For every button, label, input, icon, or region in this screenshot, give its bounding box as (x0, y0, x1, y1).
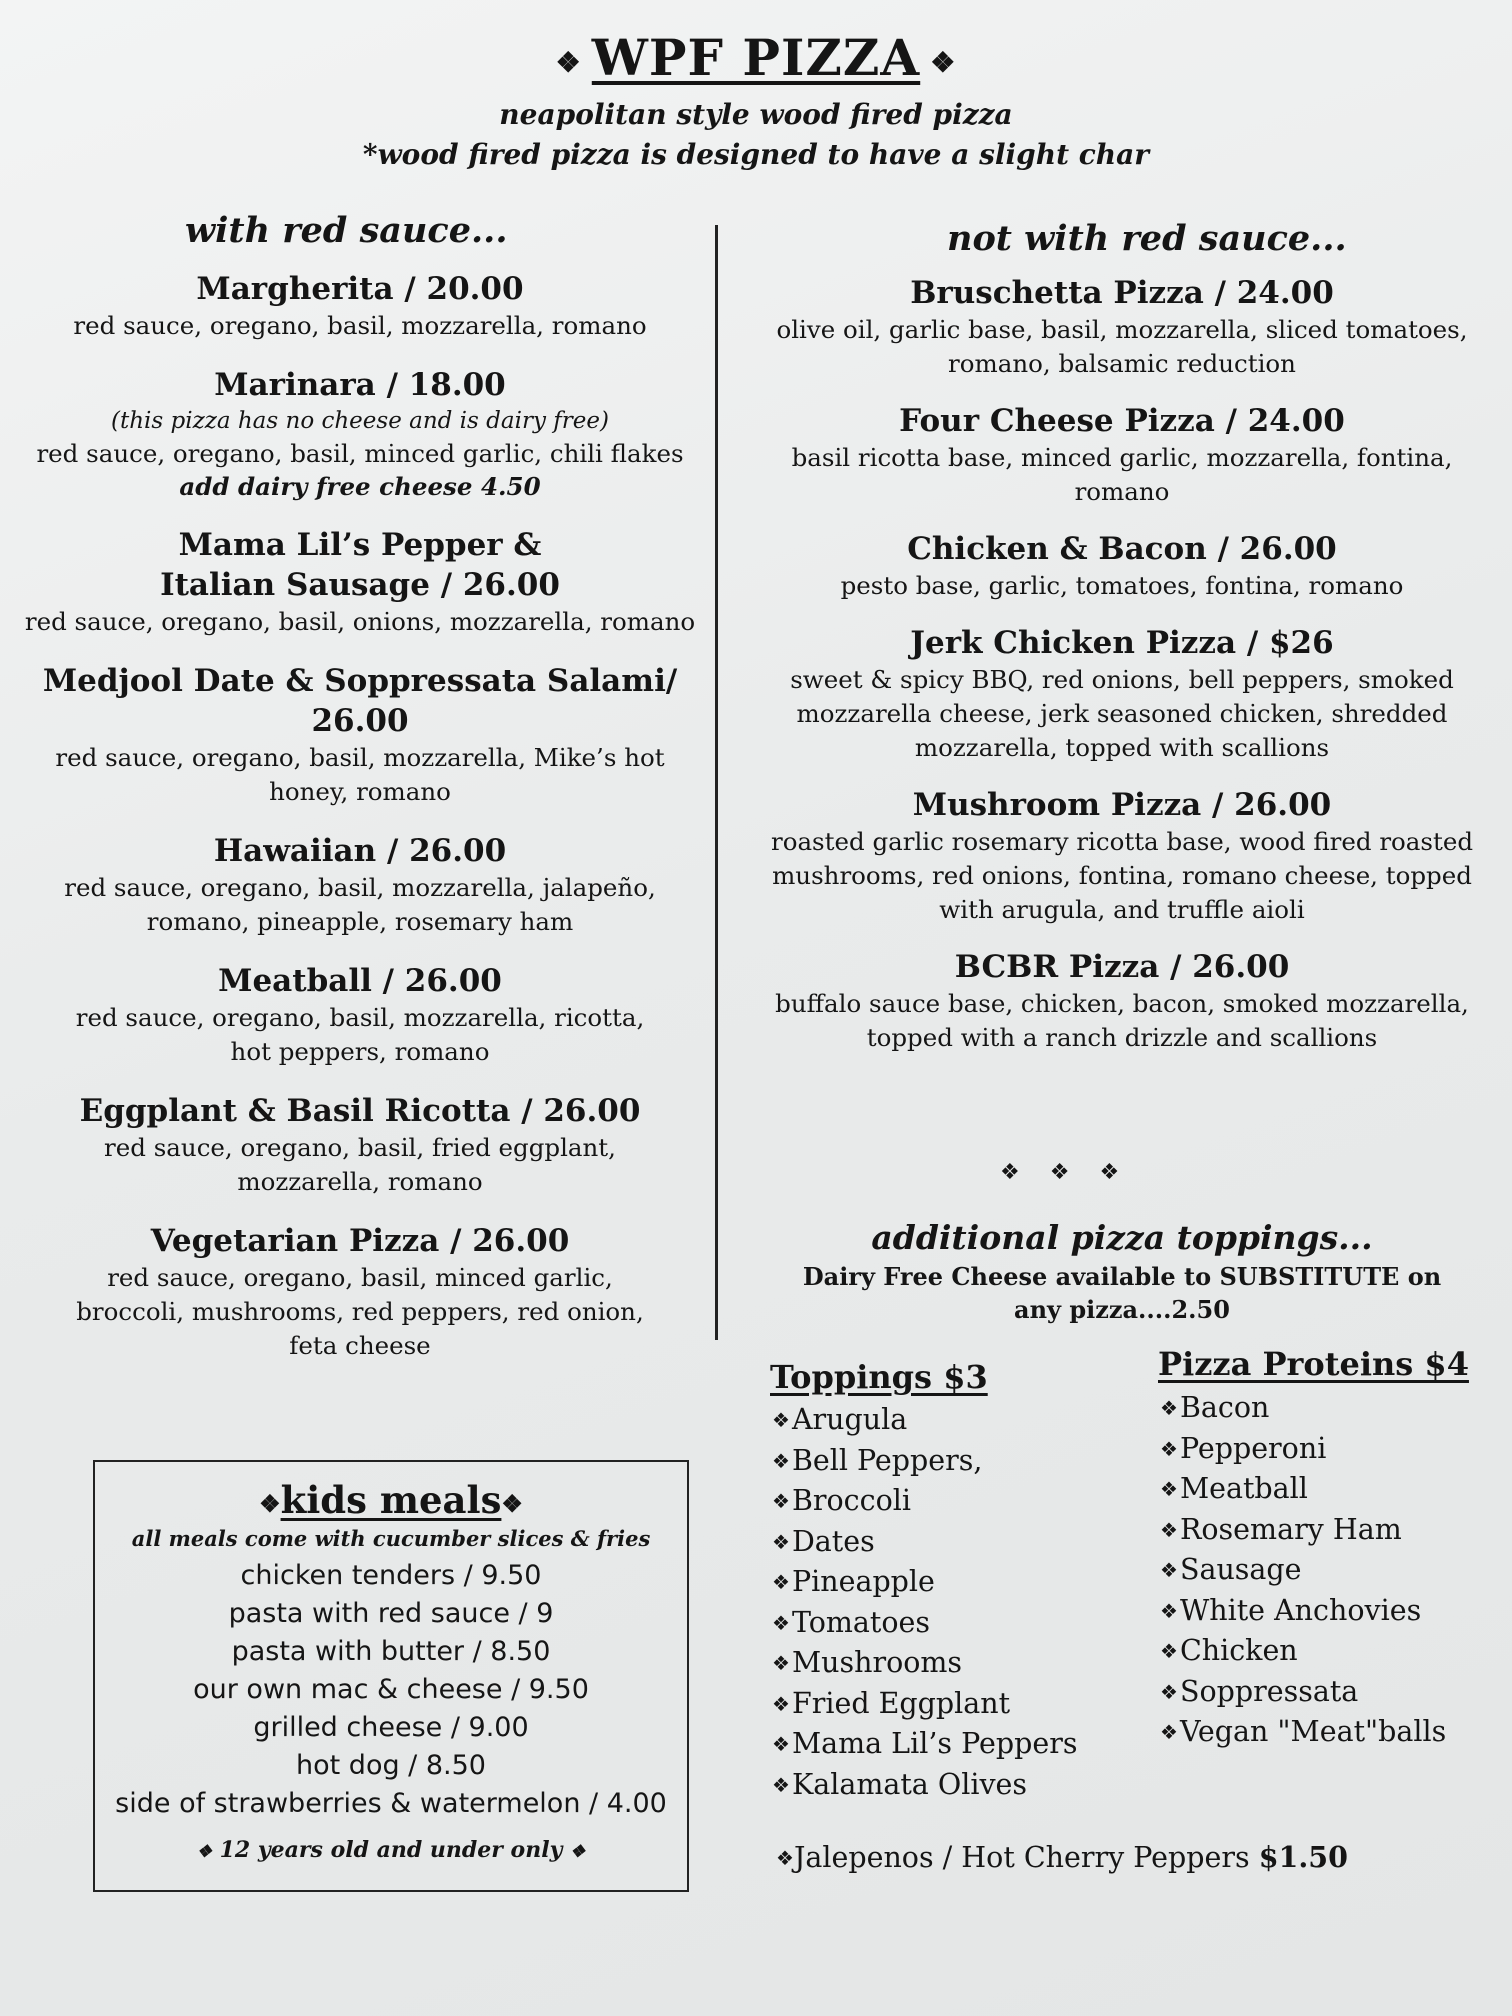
item-name: Eggplant & Basil Ricotta / 26.00 (79, 1093, 641, 1129)
item-description: sweet & spicy BBQ, red onions, bell peppers, smoked mozzarella cheese, jerk seasoned chicken, shredded mozzarella, topped with scallions (790, 665, 1454, 762)
list-item (772, 1603, 1077, 1644)
list-item-label: Vegan "Meat"balls (1179, 1715, 1447, 1748)
list-item (772, 1441, 1077, 1482)
list-item (1160, 1429, 1446, 1470)
item-description: red sauce, oregano, basil, mozzarella, Mike’s hot honey, romano (55, 743, 665, 806)
kids-meals-title (95, 1478, 687, 1522)
kids-meals-subtitle: all meals come with cucumber slices & fries (131, 1526, 651, 1551)
item-name: Margherita / 20.00 (196, 271, 524, 307)
item-description: basil ricotta base, minced garlic, mozzarella, fontina, romano (791, 443, 1453, 506)
list-item-label: Mushrooms (791, 1646, 963, 1679)
diamond-ornament-icon: ❖ (1160, 1517, 1178, 1542)
list-item (1160, 1510, 1446, 1551)
red-sauce-heading: with red sauce... (185, 210, 508, 251)
menu-title-text: WPF PIZZA (591, 28, 921, 87)
item-name: Four Cheese Pizza / 24.00 (899, 403, 1345, 439)
item-name: Jerk Chicken Pizza / $26 (910, 625, 1334, 661)
diamond-ornament-icon: ❖ (196, 1842, 212, 1862)
item-name: Bruschetta Pizza / 24.00 (910, 275, 1334, 311)
item-name: Hawaiian / 26.00 (213, 833, 507, 869)
list-item-label: Tomatoes (791, 1605, 931, 1639)
diamond-ornament-icon: ❖ (570, 1842, 586, 1862)
diamond-ornament-icon: ❖ (555, 45, 582, 79)
list-item (772, 1724, 1077, 1765)
dairy-free-substitute-note (752, 1260, 1492, 1326)
diamond-ornament-icon: ❖ (772, 1610, 790, 1635)
dairy-free-line-2: any pizza....2.50 (1014, 1295, 1230, 1324)
menu-char-note: *wood fired pizza is designed to have a slight char (362, 138, 1150, 171)
menu-item (15, 831, 705, 939)
list-item (772, 1562, 1077, 1603)
additional-toppings-heading: additional pizza toppings... (871, 1218, 1373, 1257)
item-description: red sauce, oregano, basil, mozzarella, romano (73, 311, 647, 340)
item-name: Mama Lil’s Pepper & Italian Sausage / 26.00 (160, 527, 560, 603)
item-name: Medjool Date & Soppressata Salami/ 26.00 (42, 663, 678, 739)
menu-item (15, 661, 705, 809)
extra-peppers-price: $1.50 (1258, 1840, 1348, 1874)
item-description: red sauce, oregano, basil, mozzarella, jalapeño, romano, pineapple, rosemary ham (64, 873, 656, 936)
item-description: red sauce, oregano, basil, minced garlic, broccoli, mushrooms, red peppers, red onion, feta cheese (76, 1263, 644, 1360)
menu-item (752, 529, 1492, 603)
list-item (772, 1643, 1077, 1684)
diamond-ornament-icon: ❖ (1049, 1160, 1100, 1185)
menu-item (15, 1221, 705, 1363)
diamond-ornament-icon: ❖ (772, 1489, 790, 1513)
kids-meals-box (93, 1460, 689, 1892)
diamond-ornament-icon: ❖ (772, 1408, 790, 1432)
diamond-ornament-icon: ❖ (772, 1691, 790, 1716)
item-name: Meatball / 26.00 (218, 963, 502, 999)
list-item-label: Pineapple (791, 1565, 935, 1598)
no-red-sauce-heading: not with red sauce... (947, 218, 1347, 259)
list-item (772, 1684, 1077, 1725)
diamond-ornament-icon: ❖ (1099, 1160, 1150, 1185)
diamond-ornament-icon: ❖ (772, 1570, 790, 1594)
list-item: chicken tenders / 9.50 (240, 1560, 542, 1591)
diamond-ornament-icon: ❖ (1000, 1160, 1050, 1185)
item-description: red sauce, oregano, basil, fried eggplant, mozzarella, romano (104, 1133, 616, 1196)
item-name: Marinara / 18.00 (214, 367, 506, 403)
item-name: Chicken & Bacon / 26.00 (907, 531, 1337, 567)
diamond-ornament-icon: ❖ (1160, 1436, 1178, 1461)
item-description: pesto base, garlic, tomatoes, fontina, romano (840, 571, 1404, 600)
kids-age-note (95, 1837, 687, 1863)
menu-item (752, 785, 1492, 927)
list-item (772, 1765, 1077, 1806)
item-name: BCBR Pizza / 26.00 (954, 949, 1290, 985)
menu-item (752, 623, 1492, 765)
menu-item (15, 1091, 705, 1199)
menu-item (752, 273, 1492, 381)
menu-item (15, 365, 705, 503)
list-item-label: Broccoli (791, 1484, 911, 1517)
list-item (772, 1400, 1077, 1441)
diamond-ornament-icon: ❖ (776, 1846, 794, 1870)
list-item-label: Meatball (1179, 1472, 1308, 1505)
proteins-heading: Pizza Proteins $4 (1158, 1345, 1469, 1383)
menu-item (752, 947, 1492, 1055)
list-item: hot dog / 8.50 (296, 1750, 486, 1781)
list-item-label: Fried Eggplant (791, 1686, 1011, 1720)
diamond-ornament-icon: ❖ (772, 1772, 790, 1797)
list-item-label: Bell Peppers, (791, 1443, 983, 1477)
list-item-label: Mama Lil’s Peppers (791, 1727, 1078, 1760)
list-item-label: White Anchovies (1179, 1593, 1422, 1627)
list-item-label: Kalamata Olives (791, 1767, 1028, 1801)
diamond-ornament-icon: ❖ (772, 1732, 790, 1756)
item-description: buffalo sauce base, chicken, bacon, smoked mozzarella, topped with a ranch drizzle and scallions (775, 989, 1469, 1052)
list-item (1160, 1631, 1446, 1672)
section-separator (1000, 1160, 1149, 1185)
menu-item (752, 401, 1492, 509)
dairy-free-line-1: Dairy Free Cheese available to SUBSTITUTE on (802, 1262, 1442, 1291)
kids-meals-list (95, 1557, 687, 1823)
kids-meals-title-text: kids meals (280, 1478, 502, 1522)
extra-peppers-label: Jalepenos / Hot Cherry Peppers (793, 1841, 1250, 1874)
list-item-label: Arugula (791, 1403, 908, 1436)
column-divider (715, 225, 718, 1340)
diamond-ornament-icon: ❖ (1160, 1558, 1178, 1582)
diamond-ornament-icon: ❖ (259, 1489, 281, 1518)
diamond-ornament-icon: ❖ (930, 45, 957, 79)
list-item-label: Chicken (1179, 1634, 1298, 1667)
item-name: Mushroom Pizza / 26.00 (912, 787, 1332, 823)
list-item (772, 1481, 1077, 1522)
list-item-label: Bacon (1179, 1391, 1270, 1424)
extra-peppers-line (776, 1840, 1348, 1874)
diamond-ornament-icon: ❖ (1160, 1679, 1178, 1704)
kids-age-note-text: 12 years old and under only (219, 1837, 563, 1863)
list-item-label: Dates (791, 1524, 875, 1558)
list-item-label: Rosemary Ham (1179, 1512, 1402, 1546)
list-item (772, 1522, 1077, 1563)
list-item (1160, 1712, 1446, 1753)
red-sauce-section (15, 210, 705, 1385)
proteins-list (1160, 1388, 1446, 1753)
toppings-heading: Toppings $3 (770, 1358, 988, 1396)
menu-subtitle: neapolitan style wood fired pizza (499, 98, 1013, 131)
item-description: roasted garlic rosemary ricotta base, wood fired roasted mushrooms, red onions, fontina, romano cheese, topped with arugula, and truffle aioli (770, 827, 1474, 924)
diamond-ornament-icon: ❖ (772, 1529, 790, 1554)
item-addon: add dairy free cheese 4.50 (179, 472, 541, 501)
diamond-ornament-icon: ❖ (1160, 1598, 1178, 1623)
menu-item (15, 269, 705, 343)
menu-title (0, 28, 1512, 87)
menu-item (15, 961, 705, 1069)
menu-item (15, 525, 705, 639)
diamond-ornament-icon: ❖ (1160, 1639, 1178, 1663)
diamond-ornament-icon: ❖ (772, 1651, 790, 1675)
diamond-ornament-icon: ❖ (1160, 1396, 1178, 1420)
item-note: (this pizza has no cheese and is dairy free) (111, 408, 609, 434)
list-item (1160, 1469, 1446, 1510)
item-description: red sauce, oregano, basil, onions, mozzarella, romano (24, 607, 696, 636)
item-description: red sauce, oregano, basil, minced garlic, chili flakes (36, 439, 684, 468)
diamond-ornament-icon: ❖ (501, 1489, 523, 1518)
list-item (1160, 1550, 1446, 1591)
toppings-list (772, 1400, 1077, 1805)
list-item: pasta with red sauce / 9 (228, 1598, 554, 1629)
item-description: olive oil, garlic base, basil, mozzarella, sliced tomatoes, romano, balsamic reduction (776, 315, 1468, 378)
list-item (1160, 1672, 1446, 1713)
diamond-ornament-icon: ❖ (772, 1448, 790, 1473)
list-item-label: Pepperoni (1179, 1431, 1327, 1465)
list-item-label: Sausage (1179, 1553, 1302, 1586)
diamond-ornament-icon: ❖ (1160, 1477, 1178, 1501)
diamond-ornament-icon: ❖ (1160, 1720, 1178, 1744)
no-red-sauce-section (752, 218, 1492, 1077)
list-item: side of strawberries & watermelon / 4.00 (115, 1788, 667, 1819)
list-item-label: Soppressata (1179, 1674, 1359, 1708)
list-item (1160, 1591, 1446, 1632)
list-item: our own mac & cheese / 9.50 (193, 1674, 589, 1705)
list-item (1160, 1388, 1446, 1429)
item-description: red sauce, oregano, basil, mozzarella, ricotta, hot peppers, romano (75, 1003, 645, 1066)
item-name: Vegetarian Pizza / 26.00 (150, 1223, 570, 1259)
list-item: grilled cheese / 9.00 (253, 1712, 529, 1743)
list-item: pasta with butter / 8.50 (231, 1636, 551, 1667)
